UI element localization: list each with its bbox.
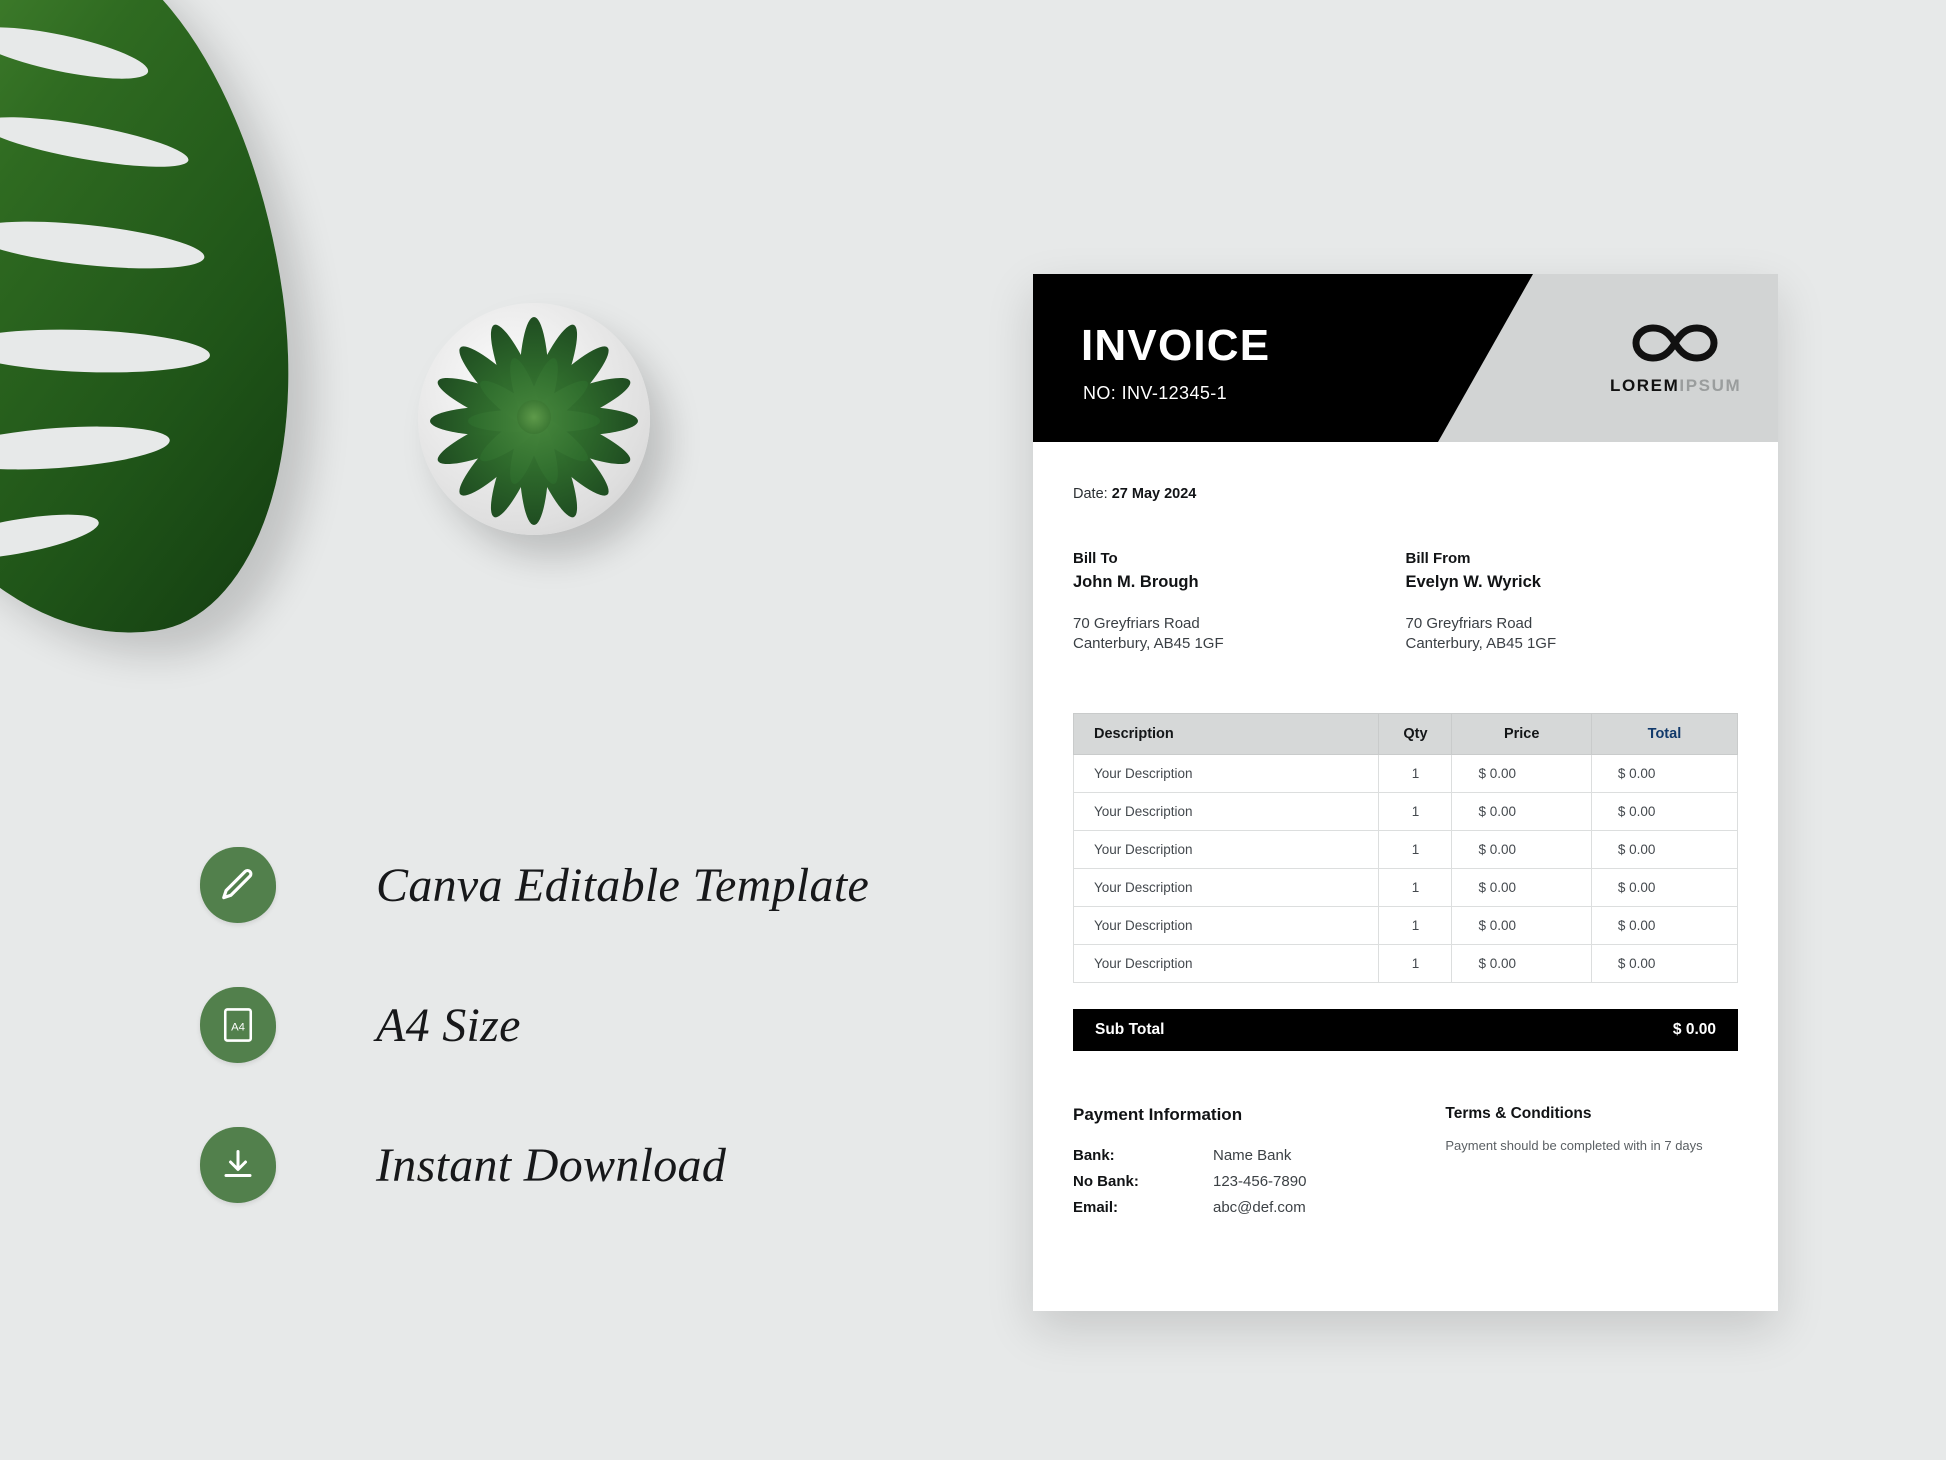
cell-qty: 1: [1379, 830, 1452, 868]
cell-price: $ 0.00: [1452, 906, 1591, 944]
invoice-number: NO: INV-12345-1: [1083, 383, 1228, 403]
cell-description: Your Description: [1074, 792, 1379, 830]
cell-description: Your Description: [1074, 944, 1379, 982]
cell-total: $ 0.00: [1591, 830, 1737, 868]
payment-information-title: Payment Information: [1073, 1104, 1243, 1124]
table-row: [1074, 906, 1738, 944]
table-row: [1074, 868, 1738, 906]
date-value: 27 May 2024: [1111, 486, 1197, 502]
succulent-core: [517, 400, 551, 434]
parties-block: [1073, 550, 1738, 655]
payment-key: Bank:: [1073, 1146, 1115, 1164]
table-row: [1074, 792, 1738, 830]
bill-to-address: [1073, 614, 1406, 655]
feature-label: A4 Size: [376, 998, 521, 1052]
cell-description: Your Description: [1074, 906, 1379, 944]
download-icon: [200, 1127, 276, 1203]
bill-to-address-line1: 70 Greyfriars Road: [1073, 615, 1200, 632]
line-items-table: [1073, 713, 1738, 983]
table-header-row: [1074, 713, 1738, 754]
cell-qty: 1: [1379, 754, 1452, 792]
cell-price: $ 0.00: [1452, 792, 1591, 830]
invoice-date: [1073, 486, 1738, 502]
bill-from-label: Bill From: [1405, 550, 1471, 567]
bill-from-name: Evelyn W. Wyrick: [1405, 573, 1541, 591]
invoice-header: [1033, 274, 1778, 442]
feature-item-editable: [200, 815, 920, 955]
column-header-qty: Qty: [1379, 713, 1452, 754]
payment-information-block: [1073, 1105, 1445, 1225]
payment-value: abc@def.com: [1213, 1198, 1306, 1216]
bill-to-block: [1073, 550, 1406, 655]
feature-item-instant-download: [200, 1095, 920, 1235]
brand-name: [1610, 376, 1740, 396]
invoice-body: [1033, 442, 1778, 1225]
monstera-leaf-graphic: [0, 0, 330, 670]
payment-key: No Bank:: [1073, 1172, 1139, 1190]
brand-name-secondary: IPSUM: [1679, 376, 1742, 395]
invoice-footer: [1073, 1105, 1738, 1225]
column-header-description: Description: [1074, 713, 1379, 754]
bill-from-block: [1406, 550, 1739, 655]
brand-logo: [1610, 314, 1740, 396]
payment-row: [1073, 1199, 1445, 1216]
table-row: [1074, 944, 1738, 982]
payment-value: Name Bank: [1213, 1146, 1292, 1164]
subtotal-label: Sub Total: [1095, 1020, 1165, 1038]
terms-text: Payment should be completed with in 7 days: [1445, 1137, 1703, 1153]
feature-label: Instant Download: [376, 1138, 727, 1192]
cell-price: $ 0.00: [1452, 754, 1591, 792]
subtotal-value: $ 0.00: [1672, 1020, 1716, 1038]
column-header-price: Price: [1452, 713, 1591, 754]
cell-qty: 1: [1379, 868, 1452, 906]
decorative-plant-photo: [0, 0, 760, 690]
succulent-plant-graphic: [400, 285, 670, 555]
cell-price: $ 0.00: [1452, 944, 1591, 982]
cell-price: $ 0.00: [1452, 868, 1591, 906]
terms-block: [1445, 1105, 1738, 1225]
bill-to-name: John M. Brough: [1073, 573, 1199, 591]
bill-from-address-line1: 70 Greyfriars Road: [1405, 615, 1533, 632]
cell-qty: 1: [1379, 792, 1452, 830]
cell-total: $ 0.00: [1591, 944, 1737, 982]
payment-row: [1073, 1147, 1445, 1164]
invoice-document: [1033, 274, 1778, 1311]
table-row: [1074, 830, 1738, 868]
cell-total: $ 0.00: [1591, 868, 1737, 906]
column-header-total: Total: [1591, 713, 1737, 754]
date-label: Date:: [1073, 486, 1108, 502]
infinity-logo-icon: [1610, 314, 1740, 372]
feature-list: [200, 815, 920, 1235]
payment-row: [1073, 1173, 1445, 1190]
pencil-icon: [200, 847, 276, 923]
feature-label: Canva Editable Template: [376, 858, 870, 912]
table-row: [1074, 754, 1738, 792]
cell-total: $ 0.00: [1591, 792, 1737, 830]
svg-text:A4: A4: [231, 1021, 245, 1034]
payment-key: Email:: [1073, 1198, 1119, 1216]
bill-to-label: Bill To: [1073, 550, 1118, 567]
subtotal-bar: [1073, 1009, 1738, 1051]
invoice-title: INVOICE: [1081, 321, 1271, 370]
payment-value: 123-456-7890: [1213, 1172, 1307, 1190]
cell-description: Your Description: [1074, 754, 1379, 792]
cell-total: $ 0.00: [1591, 754, 1737, 792]
feature-item-a4-size: [200, 955, 920, 1095]
cell-description: Your Description: [1074, 830, 1379, 868]
cell-price: $ 0.00: [1452, 830, 1591, 868]
cell-total: $ 0.00: [1591, 906, 1737, 944]
bill-to-address-line2: Canterbury, AB45 1GF: [1073, 635, 1224, 653]
bill-from-address-line2: Canterbury, AB45 1GF: [1405, 635, 1557, 653]
cell-qty: 1: [1379, 944, 1452, 982]
terms-title: Terms & Conditions: [1445, 1104, 1592, 1122]
cell-qty: 1: [1379, 906, 1452, 944]
bill-from-address: [1406, 614, 1739, 655]
a4-document-icon: [200, 987, 276, 1063]
brand-name-primary: LOREM: [1610, 376, 1680, 395]
cell-description: Your Description: [1074, 868, 1379, 906]
